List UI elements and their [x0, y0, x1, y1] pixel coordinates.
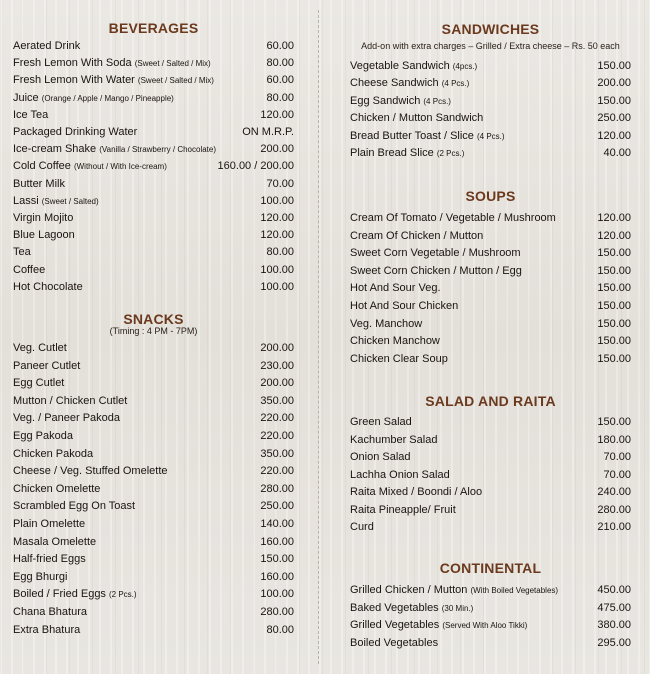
- item-price: 70.00: [603, 468, 631, 481]
- menu-item: [350, 484, 631, 500]
- item-price: 200.00: [260, 143, 294, 156]
- item-name-group: [13, 244, 31, 260]
- item-name-group: [350, 263, 522, 279]
- item-note: (2 Pcs.): [436, 149, 465, 158]
- item-price: 210.00: [597, 521, 631, 533]
- menu-item: [350, 228, 631, 244]
- item-name-group: [13, 428, 73, 444]
- item-name-group: [350, 635, 438, 651]
- item-name-group: [13, 193, 99, 210]
- menu-item: [350, 414, 631, 430]
- item-name-group: [13, 124, 137, 140]
- menu-item: [13, 107, 294, 123]
- menu-item: [350, 617, 631, 633]
- item-name: Veg. / Paneer Pakoda: [13, 412, 121, 425]
- item-name: Chana Bhatura: [13, 606, 87, 618]
- menu-item: [13, 375, 294, 391]
- salad-title: SALAD AND RAITA: [425, 393, 556, 409]
- item-name: Hot Chocolate: [13, 280, 83, 293]
- item-price: 220.00: [260, 430, 294, 442]
- menu-item: [13, 210, 294, 226]
- item-name-group: [350, 128, 505, 145]
- item-price: 140.00: [260, 518, 294, 530]
- menu-item: [350, 263, 631, 279]
- menu-item: [13, 72, 294, 88]
- item-price: 80.00: [266, 91, 294, 104]
- item-price: 150.00: [597, 317, 631, 330]
- item-price: 150.00: [597, 416, 631, 428]
- item-name: Boiled Vegetables: [350, 636, 439, 649]
- menu-item: [350, 210, 631, 226]
- item-name-group: [13, 176, 65, 192]
- item-name-group: [13, 72, 214, 89]
- menu-item: [13, 55, 294, 71]
- item-name: Chicken Omelette: [13, 482, 101, 495]
- menu-item: [350, 145, 631, 161]
- item-price: 450.00: [597, 584, 631, 596]
- item-name-group: [13, 358, 80, 374]
- item-price: 150.00: [597, 94, 631, 107]
- item-name: Curd: [350, 521, 374, 533]
- beverages-title: BEVERAGES: [108, 20, 199, 36]
- item-name-group: [13, 375, 64, 391]
- item-name: Hot And Sour Veg.: [350, 282, 441, 295]
- item-name-group: [13, 569, 67, 585]
- item-price: 200.00: [597, 77, 631, 90]
- item-price: 250.00: [260, 500, 294, 513]
- item-name-group: [350, 519, 374, 535]
- menu-item: [350, 333, 631, 349]
- item-price: 120.00: [597, 229, 631, 242]
- item-name-group: [13, 158, 167, 175]
- menu-item: [350, 245, 631, 261]
- item-price: 150.00: [597, 282, 631, 295]
- menu-item: [13, 158, 294, 174]
- item-price: 350.00: [260, 394, 294, 407]
- item-note: (4 Pcs.): [441, 79, 470, 89]
- menu-item: [13, 176, 294, 192]
- item-name: Ice Tea: [13, 108, 49, 121]
- item-name-group: [350, 228, 483, 244]
- item-name: Tea: [13, 246, 31, 259]
- item-name: Coffee: [13, 263, 46, 276]
- item-price: 150.00: [597, 352, 631, 365]
- item-name-group: [350, 467, 450, 483]
- menu-item: [13, 279, 294, 295]
- item-name: Onion Salad: [350, 451, 411, 463]
- item-name: Sweet Corn Chicken / Mutton / Egg: [350, 264, 522, 277]
- item-name-group: [13, 534, 96, 550]
- item-price: 160.00: [260, 535, 294, 548]
- item-name: Veg. Cutlet: [13, 342, 67, 354]
- menu-item: [350, 316, 631, 332]
- menu-item: [13, 551, 294, 567]
- item-name: Hot And Sour Chicken: [350, 300, 459, 312]
- item-note: (30 Min.): [441, 603, 474, 613]
- item-name: Ice-cream Shake: [13, 143, 97, 156]
- item-name-group: [13, 410, 120, 426]
- item-name-group: [350, 110, 483, 126]
- item-name: Cream Of Chicken / Mutton: [350, 229, 484, 242]
- item-name: Blue Lagoon: [13, 229, 75, 242]
- item-name-group: [13, 262, 45, 278]
- menu-item: [13, 446, 294, 462]
- item-name: Chicken / Mutton Sandwich: [350, 112, 484, 125]
- item-note: (Without / With Ice-cream): [73, 162, 167, 172]
- item-note: (Sweet / Salted / Mix): [137, 76, 214, 86]
- menu-item: [350, 58, 631, 74]
- item-price: 350.00: [260, 447, 294, 460]
- item-price: 380.00: [597, 619, 631, 631]
- menu-item: [13, 90, 294, 106]
- item-price: 150.00: [260, 553, 294, 566]
- item-name: Half-fried Eggs: [13, 553, 86, 566]
- item-price: 120.00: [597, 212, 631, 224]
- item-price: 100.00: [260, 588, 294, 601]
- item-name-group: [350, 449, 411, 465]
- item-name-group: [350, 333, 440, 349]
- menu-item: [13, 358, 294, 374]
- item-name-group: [350, 316, 422, 332]
- item-price: 80.00: [266, 57, 294, 70]
- item-name-group: [13, 141, 216, 158]
- menu-item: [350, 432, 631, 448]
- item-note: (Orange / Apple / Mango / Pineapple): [41, 93, 174, 103]
- item-price: 80.00: [266, 246, 294, 259]
- column-divider: [318, 10, 319, 664]
- menu-item: [350, 128, 631, 144]
- item-price: 240.00: [597, 486, 631, 498]
- item-name: Virgin Mojito: [13, 212, 74, 224]
- item-name: Chicken Clear Soup: [350, 352, 448, 365]
- sandwiches-title: SANDWICHES: [441, 21, 540, 37]
- item-name: Egg Cutlet: [13, 377, 65, 390]
- menu-item: [350, 298, 631, 314]
- menu-item: [13, 38, 294, 54]
- item-note: (Served With Aloo Tikki): [442, 621, 528, 630]
- menu-item: [350, 280, 631, 296]
- item-price: 220.00: [260, 412, 294, 425]
- item-name-group: [13, 551, 86, 567]
- item-name-group: [350, 600, 473, 617]
- item-name: Veg. Manchow: [350, 317, 423, 330]
- item-price: 100.00: [260, 263, 294, 276]
- item-name: Masala Omelette: [13, 535, 97, 548]
- menu-item: [13, 141, 294, 157]
- item-name-group: [13, 586, 137, 603]
- item-name-group: [350, 245, 521, 261]
- item-name-group: [13, 55, 211, 72]
- item-name-group: [13, 38, 80, 54]
- item-price: 100.00: [260, 194, 294, 207]
- item-price: ON M.R.P.: [242, 126, 294, 138]
- item-name: Fresh Lemon With Water: [13, 74, 135, 87]
- item-name: Cheese Sandwich: [350, 77, 439, 90]
- item-price: 70.00: [266, 177, 294, 190]
- menu-item: [13, 481, 294, 497]
- item-name: Paneer Cutlet: [13, 359, 81, 372]
- menu-item: [13, 463, 294, 479]
- item-name-group: [350, 210, 556, 226]
- item-name-group: [350, 93, 451, 110]
- item-price: 120.00: [260, 212, 294, 224]
- item-price: 80.00: [266, 623, 294, 636]
- item-note: (With Boiled Vegetables): [470, 586, 559, 595]
- menu-item: [13, 410, 294, 426]
- menu-item: [13, 498, 294, 514]
- item-name: Egg Pakoda: [13, 430, 73, 442]
- item-name: Lachha Onion Salad: [350, 468, 450, 481]
- item-name: Cream Of Tomato / Vegetable / Mushroom: [350, 212, 556, 224]
- menu-item: [13, 604, 294, 620]
- item-name-group: [350, 414, 412, 430]
- menu-item: [13, 622, 294, 638]
- item-name-group: [13, 279, 83, 295]
- item-name: Butter Milk: [13, 177, 65, 190]
- menu-item: [350, 351, 631, 367]
- item-name: Grilled Vegetables: [350, 619, 440, 631]
- item-name-group: [13, 498, 135, 514]
- item-price: 160.00: [260, 570, 294, 583]
- item-name-group: [350, 484, 482, 500]
- item-name: Extra Bhatura: [13, 623, 81, 636]
- item-price: 40.00: [603, 147, 631, 159]
- menu-item: [13, 393, 294, 409]
- sandwiches-note: Add-on with extra charges – Grilled / Extra cheese – Rs. 50 each: [361, 41, 620, 51]
- item-price: 150.00: [597, 247, 631, 260]
- item-name: Fresh Lemon With Soda: [13, 57, 132, 70]
- menu-item: [350, 75, 631, 91]
- item-name-group: [13, 463, 168, 479]
- item-price: 280.00: [597, 503, 631, 516]
- item-price: 160.00 / 200.00: [217, 160, 294, 173]
- item-note: (4 Pcs.): [423, 96, 451, 106]
- menu-item: [350, 467, 631, 483]
- menu-item: [350, 635, 631, 651]
- item-name-group: [13, 227, 75, 243]
- item-name: Grilled Chicken / Mutton: [350, 584, 468, 596]
- menu-item: [13, 244, 294, 260]
- menu-item: [13, 586, 294, 602]
- menu-item: [350, 582, 631, 598]
- menu-item: [13, 534, 294, 550]
- item-price: 60.00: [266, 74, 294, 87]
- item-name: Boiled / Fried Eggs: [13, 588, 106, 601]
- item-name: Chicken Manchow: [350, 335, 440, 348]
- item-price: 150.00: [597, 60, 631, 72]
- item-name: Scrambled Egg On Toast: [13, 500, 136, 513]
- menu-item: [13, 340, 294, 356]
- menu-item: [13, 227, 294, 243]
- item-name-group: [13, 446, 93, 462]
- menu-item: [13, 124, 294, 140]
- item-name-group: [13, 622, 80, 638]
- item-name: Plain Bread Slice: [350, 147, 434, 159]
- item-price: 60.00: [266, 40, 294, 52]
- item-price: 280.00: [260, 482, 294, 495]
- menu-item: [13, 193, 294, 209]
- item-note: (4 Pcs.): [476, 131, 505, 141]
- item-note: (Sweet / Salted): [41, 196, 99, 206]
- menu-item: [13, 516, 294, 532]
- menu-item: [350, 449, 631, 465]
- menu-item: [350, 519, 631, 535]
- item-name: Egg Bhurgi: [13, 570, 68, 583]
- item-price: 250.00: [597, 112, 631, 125]
- item-name-group: [350, 298, 458, 314]
- item-note: (Vanilla / Strawberry / Chocolate): [99, 145, 217, 155]
- item-name-group: [13, 210, 73, 226]
- item-name: Mutton / Chicken Cutlet: [13, 394, 128, 407]
- item-name: Lassi: [13, 194, 39, 207]
- item-name: Vegetable Sandwich: [350, 60, 450, 72]
- menu-item: [13, 262, 294, 278]
- item-name-group: [13, 393, 127, 409]
- menu-item: [350, 502, 631, 518]
- item-name: Juice: [13, 91, 39, 104]
- item-price: 180.00: [597, 433, 631, 446]
- item-name: Bread Butter Toast / Slice: [350, 129, 474, 142]
- item-price: 200.00: [260, 377, 294, 390]
- item-name: Kachumber Salad: [350, 433, 438, 446]
- item-name-group: [350, 617, 527, 634]
- menu-item: [13, 569, 294, 585]
- item-note: (2 Pcs.): [109, 590, 137, 600]
- snacks-timing: (Timing : 4 PM - 7PM): [109, 326, 198, 336]
- item-price: 280.00: [260, 606, 294, 618]
- item-note: (Sweet / Salted / Mix): [134, 59, 211, 69]
- item-price: 100.00: [260, 280, 294, 293]
- item-name-group: [13, 107, 48, 123]
- item-name-group: [350, 145, 464, 162]
- item-name: Sweet Corn Vegetable / Mushroom: [350, 247, 521, 260]
- item-note: (4pcs.): [452, 62, 478, 71]
- item-name-group: [13, 481, 100, 497]
- item-name-group: [13, 604, 87, 620]
- soups-title: SOUPS: [465, 188, 516, 204]
- item-name-group: [13, 90, 174, 107]
- item-name: Cheese / Veg. Stuffed Omelette: [13, 465, 168, 478]
- item-price: 295.00: [597, 636, 631, 649]
- item-price: 150.00: [597, 335, 631, 348]
- item-price: 150.00: [597, 300, 631, 312]
- snacks-title: SNACKS: [123, 311, 184, 327]
- item-name: Packaged Drinking Water: [13, 126, 138, 138]
- item-name-group: [350, 502, 456, 518]
- item-price: 220.00: [260, 465, 294, 478]
- item-name-group: [350, 432, 437, 448]
- item-price: 230.00: [260, 359, 294, 372]
- menu-item: [350, 93, 631, 109]
- item-name: Chicken Pakoda: [13, 447, 94, 460]
- item-price: 120.00: [597, 129, 631, 142]
- item-name-group: [13, 516, 85, 532]
- item-name: Green Salad: [350, 416, 412, 428]
- item-name: Raita Pineapple/ Fruit: [350, 503, 456, 516]
- item-name-group: [350, 582, 558, 599]
- item-name: Egg Sandwich: [350, 94, 421, 107]
- item-price: 120.00: [260, 229, 294, 242]
- item-name-group: [13, 340, 67, 356]
- menu-item: [350, 110, 631, 126]
- item-name: Plain Omelette: [13, 518, 86, 530]
- item-name: Cold Coffee: [13, 160, 71, 173]
- menu-item: [350, 600, 631, 616]
- item-price: 475.00: [597, 601, 631, 614]
- continental-title: CONTINENTAL: [439, 560, 542, 576]
- item-price: 120.00: [260, 108, 294, 121]
- item-name-group: [350, 280, 441, 296]
- item-price: 70.00: [603, 451, 631, 463]
- item-name: Aerated Drink: [13, 40, 81, 52]
- menu-item: [13, 428, 294, 444]
- item-name-group: [350, 58, 477, 75]
- item-name-group: [350, 75, 469, 92]
- item-price: 150.00: [597, 264, 631, 277]
- item-name: Baked Vegetables: [350, 601, 439, 614]
- item-name-group: [350, 351, 448, 367]
- item-price: 200.00: [260, 342, 294, 354]
- item-name: Raita Mixed / Boondi / Aloo: [350, 486, 483, 498]
